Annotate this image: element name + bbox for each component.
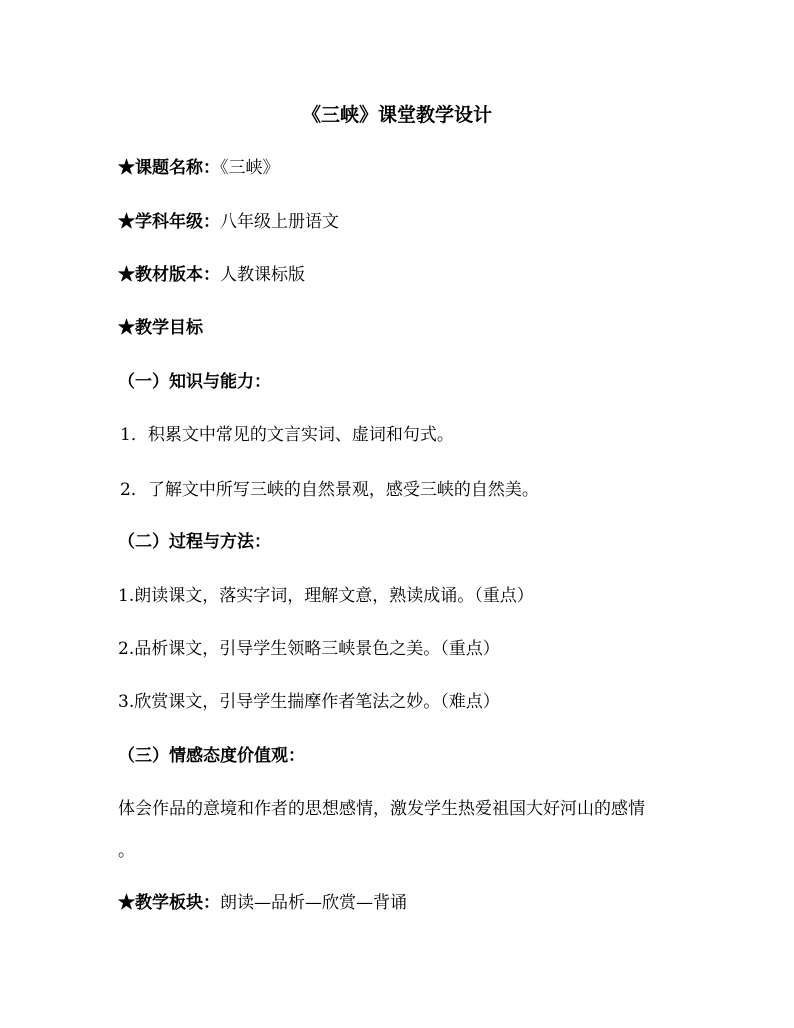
module-value: 朗读—品析—欣赏—背诵 (220, 893, 407, 913)
meta-subject-grade (118, 211, 339, 233)
paragraph-line: 体会作品的意境和作者的思想感情，激发学生热爱祖国大好河山的感情 (118, 799, 645, 819)
section-process-heading: （二）过程与方法： (118, 532, 271, 552)
meta-value: 人教课标版 (220, 265, 305, 285)
list-item: 2．了解文中所写三峡的自然景观，感受三峡的自然美。 (120, 480, 539, 500)
list-item: 3.欣赏课文，引导学生揣摩作者笔法之妙。（难点） (118, 692, 500, 712)
teaching-module (118, 892, 407, 914)
section-attitude-heading: （三）情感态度价值观： (118, 746, 305, 766)
list-item: 2.品析课文，引导学生领略三峡景色之美。（重点） (118, 639, 500, 659)
list-item: 1．积累文中常见的文言实词、虚词和句式。 (120, 425, 454, 445)
meta-label: ★教材版本： (118, 265, 220, 285)
meta-value: 《三峡》 (220, 158, 280, 178)
meta-course-name (118, 157, 280, 179)
document-title: 《三峡》课堂教学设计 (301, 104, 492, 126)
objectives-heading: ★教学目标 (118, 318, 203, 338)
module-label: ★教学板块： (118, 893, 220, 913)
meta-value: 八年级上册语文 (220, 212, 339, 232)
meta-textbook-edition (118, 264, 305, 286)
paragraph-line: 。 (118, 841, 135, 861)
meta-label: ★学科年级： (118, 212, 220, 232)
list-item: 1.朗读课文，落实字词，理解文意，熟读成诵。（重点） (118, 586, 534, 606)
meta-label: ★课题名称： (118, 158, 220, 178)
section-knowledge-heading: （一）知识与能力： (118, 372, 271, 392)
